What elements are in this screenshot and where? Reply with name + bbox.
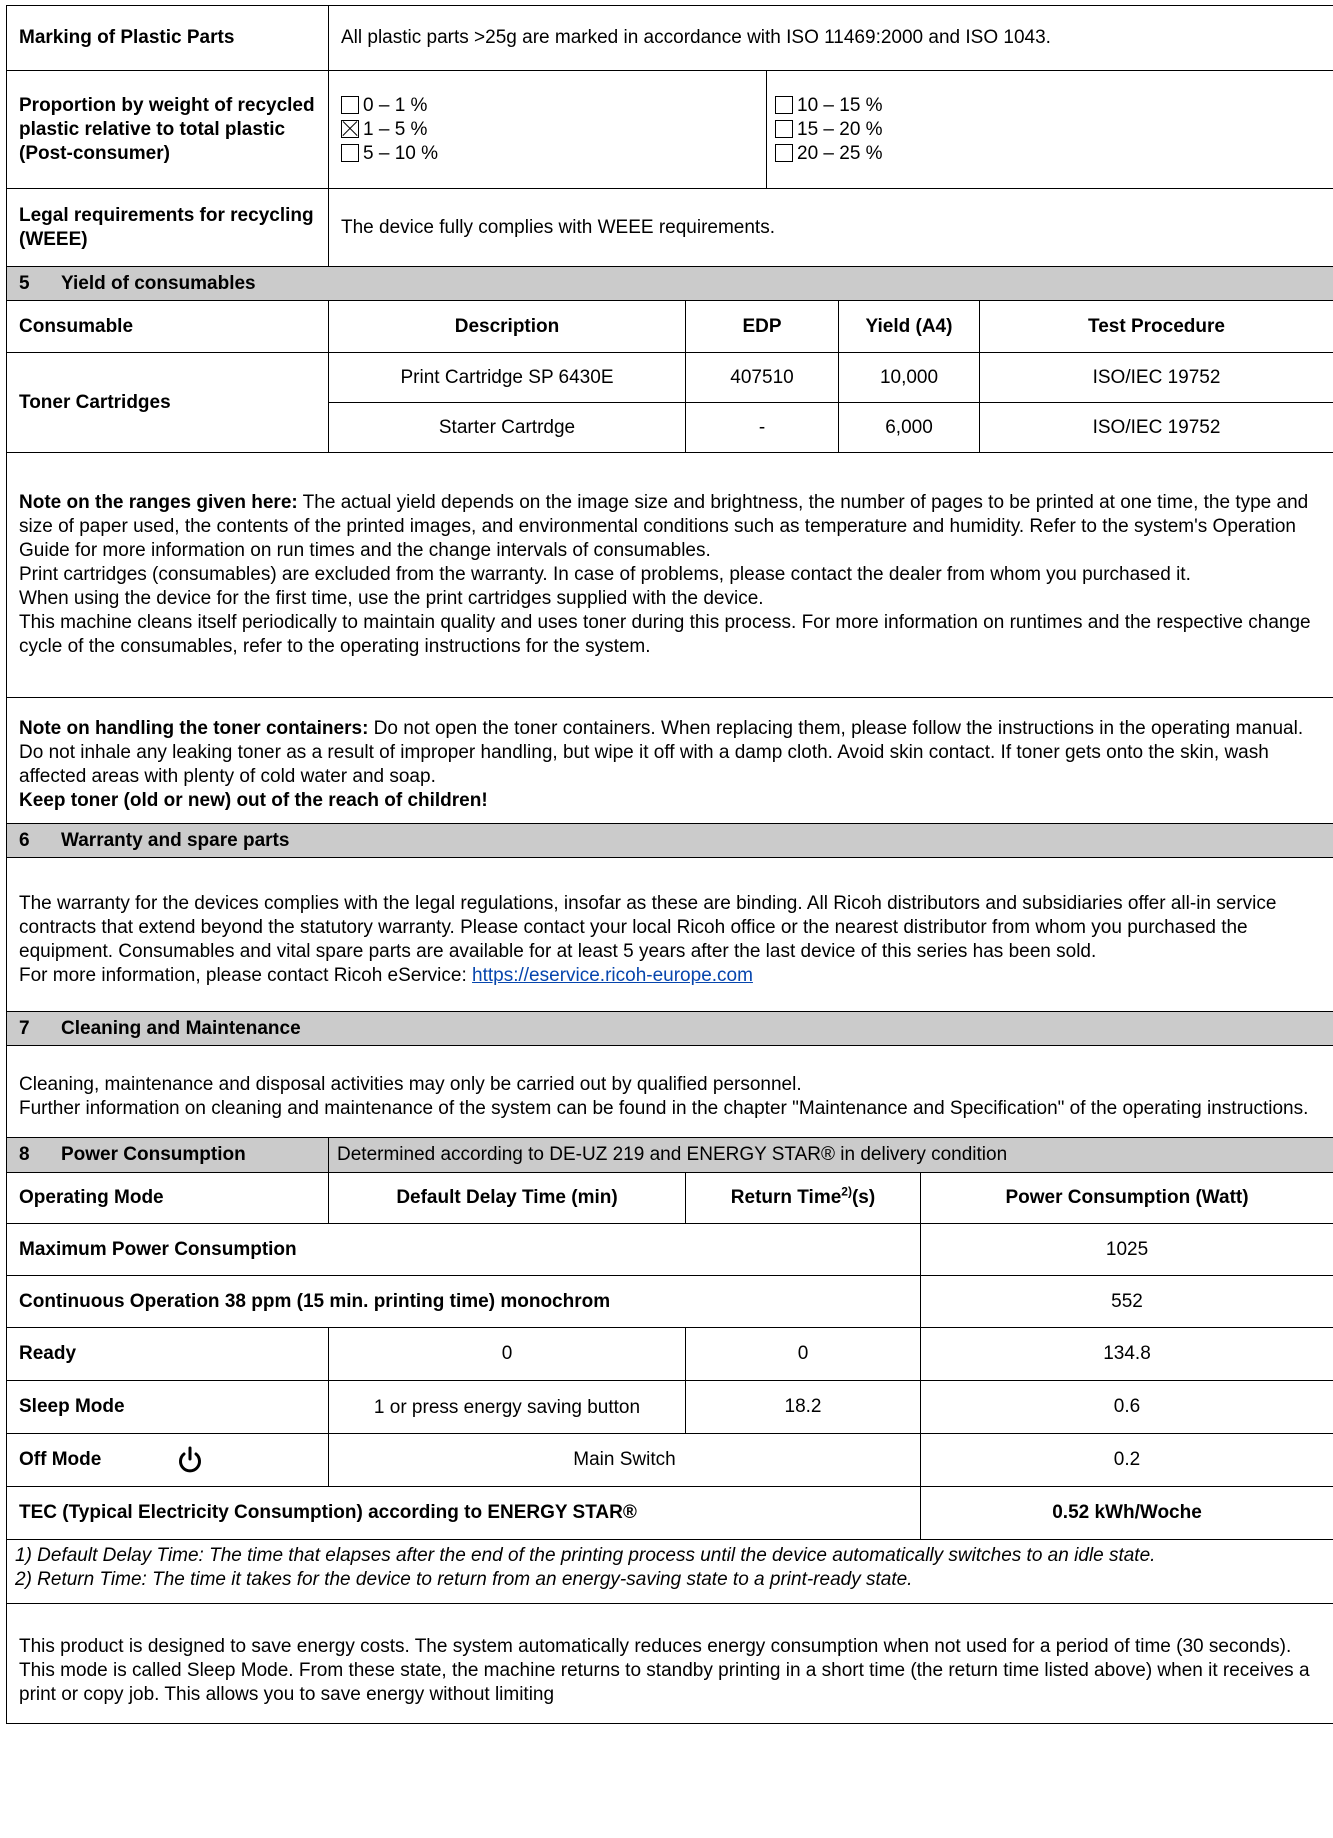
ready-power: 134.8 [921,1328,1333,1381]
off-label: Off Mode [19,1449,102,1471]
table-cell: Print Cartridge SP 6430E [329,353,686,403]
col-yield: Yield (A4) [839,301,980,353]
marking-value: All plastic parts >25g are marked in accordance with ISO 11469:2000 and ISO 1043. [329,6,1333,71]
note-toner: Note on handling the toner containers: Do not open the toner containers. When replacing them, please follow the instructions in the operating manual. Do not inhale any leaking toner as a result of improper handling, but wipe it off with a damp cloth. Avoid skin contact. If toner gets onto the skin, wash affected areas with plenty of cold water and soap. Keep toner (old or new) out of the reach of children! [7,698,1333,824]
footnotes [7,1540,1333,1604]
max-power-label: Maximum Power Consumption [7,1224,921,1276]
section-7-header: 7 Cleaning and Maintenance [7,1012,1333,1046]
option-20-25: 20 – 25 % [775,142,1325,166]
weee-value: The device fully complies with WEEE requirements. [329,189,1333,267]
col-delay-time: Default Delay Time (min) [329,1173,686,1224]
sleep-label: Sleep Mode [7,1381,329,1434]
ready-delay: 0 [329,1328,686,1381]
off-switch: Main Switch [329,1434,921,1487]
checkbox-icon [341,144,359,162]
ready-return: 0 [686,1328,921,1381]
energy-description: This product is designed to save energy costs. The system automatically reduces energy consumption when not used for a period of time (30 seconds). This mode is called Sleep Mode. From these state, the machine returns to standby printing in a short time (the return time listed above) when it receives a print or copy job. This allows you to save energy without limiting [7,1604,1333,1724]
col-power-consumption: Power Consumption (Watt) [921,1173,1333,1224]
eservice-link[interactable]: https://eservice.ricoh-europe.com [472,964,753,986]
power-determined: Determined according to DE-UZ 219 and ENERGY STAR® in delivery condition [329,1138,1333,1173]
table-cell: - [686,403,839,453]
continuous-value: 552 [921,1276,1333,1328]
section-8-header: 8 Power Consumption [7,1138,329,1173]
table-cell: 6,000 [839,403,980,453]
off-power: 0.2 [921,1434,1333,1487]
table-cell: Starter Cartrdge [329,403,686,453]
option-1-5: 1 – 5 % [341,118,754,142]
warranty-text: The warranty for the devices complies with the legal regulations, insofar as these are binding. All Ricoh distributors and subsidiaries offer all-in service contracts that extend beyond the statutory warranty. Please contact your local Ricoh office or the nearest distributor from whom you purchased the equipment. Consumables and vital spare parts are available for at least 5 years after the last device of this series has been sold. For more information, please contact Ricoh eService: https://eservice.ricoh-europe.com [7,858,1333,1012]
checkbox-icon [775,96,793,114]
continuous-label: Continuous Operation 38 ppm (15 min. printing time) monochrom [7,1276,921,1328]
table-cell: 10,000 [839,353,980,403]
col-test-procedure: Test Procedure [980,301,1333,353]
table-cell: 407510 [686,353,839,403]
consumable-toner: Toner Cartridges [7,353,329,453]
note-ranges: Note on the ranges given here: The actual yield depends on the image size and brightness, the number of pages to be printed at one time, the type and size of paper used, the contents of the printed images, and environmental conditions such as temperature and humidity. Refer to the system's Operation Guide for more information on run times and the change intervals of consumables. Print cartridges (consumables) are excluded from the warranty. In case of problems, please contact the dealer from whom you purchased it. When using the device for the first time, use the print cartridges supplied with the device. This machine cleans itself periodically to maintain quality and uses toner during this process. For more information on runtimes and the respective change cycle of the consumables, refer to the operating instructions for the system. [7,453,1333,698]
ready-label: Ready [7,1328,329,1381]
option-5-10: 5 – 10 % [341,142,754,166]
footnote-1: 1) Default Delay Time: The time that elapses after the end of the printing process until the device automatically switches to an idle state. [15,1545,1156,1566]
footnote-2: 2) Return Time: The time it takes for the device to return from an energy-saving state to a print-ready state. [15,1569,913,1590]
checkbox-icon [341,96,359,114]
cleaning-text: Cleaning, maintenance and disposal activities may only be carried out by qualified personnel. Further information on cleaning and maintenance of the system can be found in the chapter "Maintenance and Specification" of the operating instructions. [7,1046,1333,1138]
table-cell: ISO/IEC 19752 [980,353,1333,403]
checked-checkbox-icon [341,120,359,138]
tec-label: TEC (Typical Electricity Consumption) according to ENERGY STAR® [7,1487,921,1540]
marking-label: Marking of Plastic Parts [7,6,329,71]
option-0-1: 0 – 1 % [341,94,754,118]
proportion-options-left [329,71,767,189]
col-operating-mode: Operating Mode [7,1173,329,1224]
col-edp: EDP [686,301,839,353]
tec-value: 0.52 kWh/Woche [921,1487,1333,1540]
table-cell: ISO/IEC 19752 [980,403,1333,453]
power-icon [177,1446,203,1474]
proportion-label: Proportion by weight of recycled plastic relative to total plastic (Post-consumer) [7,71,329,189]
checkbox-icon [775,144,793,162]
weee-label: Legal requirements for recycling (WEEE) [7,189,329,267]
sleep-power: 0.6 [921,1381,1333,1434]
col-consumable: Consumable [7,301,329,353]
option-10-15: 10 – 15 % [775,94,1325,118]
proportion-options-right [767,71,1333,189]
col-return-time: Return Time$^{2)}$(s) [686,1173,921,1224]
option-15-20: 15 – 20 % [775,118,1325,142]
sleep-delay: 1 or press energy saving button [329,1381,686,1434]
sleep-return: 18.2 [686,1381,921,1434]
off-mode-cell [7,1434,329,1487]
section-6-header: 6 Warranty and spare parts [7,824,1333,858]
checkbox-icon [775,120,793,138]
datasheet-table [6,5,1333,1724]
col-description: Description [329,301,686,353]
max-power-value: 1025 [921,1224,1333,1276]
section-5-header: 5 Yield of consumables [7,267,1333,301]
